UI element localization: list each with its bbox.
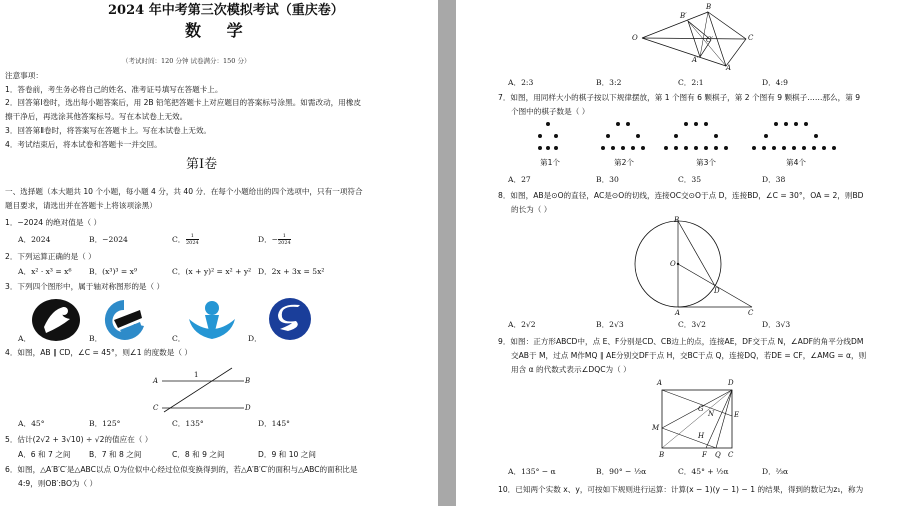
q6-option-b: B．3:2	[596, 78, 622, 87]
q10-stem: 10．已知两个实数 x、y，可按如下规则进行运算：计算(x − 1)(y − 1) − 1 的结果，得到的数记为z₁，称为	[498, 485, 864, 494]
pattern-4-dots	[752, 122, 836, 150]
q8-option-d: D．3√3	[762, 320, 791, 329]
fraction-numerator: 1	[186, 233, 199, 240]
q5-option-a: A．6 和 7 之间	[18, 450, 71, 459]
q9-stem-continued-2: 用含 α 的代数式表示∠DQC为（ ）	[511, 365, 631, 374]
q9-label-c: C	[728, 451, 734, 459]
q7-stem: 7．如图，用同样大小的棋子按以下规律摆放，第 1 个图有 6 颗棋子，第 2 个图有 9 颗棋子……那么，第 9	[498, 93, 861, 102]
q6-stem-continued: 4:9，则OB′:BO为（ ）	[18, 479, 98, 488]
pattern-3-dots	[664, 122, 728, 150]
q8-label-b: B	[674, 216, 680, 224]
q8-option-b: B．2√3	[596, 320, 624, 329]
q9-option-c: C．45° + ½α	[678, 467, 729, 476]
pattern-1-dots	[538, 122, 558, 150]
note-line: 2．回答第Ⅰ卷时，选出每小题答案后，用 2B 铅笔把答题卡上对应题目的答案标号涂黑。如需改动，用橡皮	[5, 98, 362, 107]
q6-option-c: C．2:1	[678, 78, 704, 87]
q7-pattern-figure	[536, 118, 866, 154]
q6-label-a-prime: A′	[692, 56, 699, 64]
q9-label-d: D	[728, 379, 734, 387]
q9-label-q: Q	[715, 451, 721, 459]
subject-title: 数 学	[185, 21, 253, 40]
fraction-numerator: 1	[278, 233, 291, 240]
q4-angle-1-label: 1	[194, 371, 199, 379]
q5-stem: 5．估计(2√2 + 3√10) ÷ √2的值应在（ ）	[5, 435, 153, 444]
q3-option-b: B．	[89, 334, 103, 343]
q7-caption-3: 第3个	[696, 158, 717, 167]
note-line: 擦干净后，再选涂其他答案标号。写在本试卷上无效。	[5, 112, 188, 121]
q9-label-b: B	[659, 451, 665, 459]
logo-c-icon	[185, 299, 239, 341]
note-line: 1．答卷前，考生务必将自己的姓名、准考证号填写在答题卡上。	[5, 85, 223, 94]
q9-label-m: M	[652, 424, 660, 432]
document-page-1	[0, 0, 438, 506]
q8-label-d: D	[714, 287, 720, 295]
section-intro: 题目要求，请选出并在答题卡上将该项涂黑）	[5, 201, 157, 210]
q8-label-c: C	[748, 309, 754, 317]
q4-option-b: B．125°	[89, 419, 121, 428]
q4-option-a: A．45°	[18, 419, 45, 428]
q9-label-e: E	[734, 411, 740, 419]
fraction-denominator: 2024	[186, 240, 199, 246]
logo-d-icon	[268, 297, 312, 341]
logo-b-icon	[100, 298, 146, 342]
q1-c-fraction	[186, 233, 199, 246]
q8-circle-figure	[626, 218, 766, 312]
q9-label-a: A	[657, 379, 663, 387]
q4-label-a: A	[153, 377, 159, 385]
q7-option-a: A．27	[508, 175, 531, 184]
q1-stem: 1．−2024 的绝对值是（ ）	[5, 218, 102, 227]
q4-option-c: C．135°	[172, 419, 204, 428]
q9-option-d: D．⅔α	[762, 467, 789, 476]
q9-label-n: N	[708, 410, 715, 418]
q2-option-b: B．(x³)³ = x⁹	[89, 267, 137, 276]
q7-caption-4: 第4个	[786, 158, 807, 167]
q8-label-o: O	[670, 260, 676, 268]
q4-label-c: C	[153, 404, 159, 412]
q7-option-b: B．30	[596, 175, 619, 184]
q4-stem: 4．如图，AB ∥ CD，∠C = 45°，则∠1 的度数是（ ）	[5, 348, 192, 357]
q1-option-a: A．2024	[18, 235, 51, 244]
q6-stem: 6．如图，△A′B′C′是△ABC以点 O为位似中心经过位似变换得到的，若△A′B′C′的面积与△ABC的面积比是	[5, 465, 358, 474]
q2-option-c: C．(x + y)² = x² + y²	[172, 267, 252, 276]
q9-option-a: A．135° − α	[508, 467, 556, 476]
q6-label-o: O	[632, 34, 638, 42]
q5-option-b: B．7 和 8 之间	[89, 450, 142, 459]
q7-option-c: C．35	[678, 175, 702, 184]
q1-option-d: D．−	[258, 235, 279, 244]
exam-title: 2024 年中考第三次模拟考试（重庆卷）	[108, 3, 344, 18]
fraction-denominator: 2024	[278, 240, 291, 246]
q5-option-d: D．9 和 10 之间	[258, 450, 316, 459]
q1-option-c: C．	[172, 235, 186, 244]
q8-option-a: A．2√2	[508, 320, 536, 329]
q9-label-g: G	[698, 405, 704, 413]
q1-d-fraction	[278, 233, 291, 246]
notes-heading: 注意事项：	[5, 71, 43, 80]
q2-stem: 2．下列运算正确的是（ ）	[5, 252, 96, 261]
q6-label-a: A	[726, 64, 732, 72]
q3-option-c: C．	[172, 334, 186, 343]
q3-stem: 3．下列四个图形中，属于轴对称图形的是（ ）	[5, 282, 165, 291]
document-page-2	[456, 0, 900, 506]
q8-stem: 8．如图，AB是⊙O的直径，AC是⊙O的切线，连接OC交⊙O于点 D，连接BD，∠C = 30°，OA = 2，则BD	[498, 191, 864, 200]
q7-option-d: D．38	[762, 175, 786, 184]
q4-parallel-lines-figure	[150, 364, 260, 416]
q5-option-c: C．8 和 9 之间	[172, 450, 225, 459]
note-line: 4．考试结束后，将本试卷和答题卡一并交回。	[5, 140, 162, 149]
logo-a-icon	[30, 297, 82, 343]
note-line: 3．回答第Ⅱ卷时，将答案写在答题卡上。写在本试卷上无效。	[5, 126, 212, 135]
pattern-2-dots	[601, 122, 645, 150]
q6-label-c-prime: C′	[706, 36, 713, 44]
q7-stem-continued: 个图中的棋子数是（ ）	[511, 107, 590, 116]
q7-caption-1: 第1个	[540, 158, 561, 167]
q2-option-d: D．2x + 3x = 5x²	[258, 267, 325, 276]
q6-option-d: D．4:9	[762, 78, 788, 87]
q9-option-b: B．90° − ½α	[596, 467, 647, 476]
q4-label-b: B	[245, 377, 251, 385]
q9-stem: 9．如图：正方形ABCD中，点 E、F分别是CD、CB边上的点，连接AE，DF交于点 N，∠ADF的角平分线DM	[498, 337, 864, 346]
exam-info: （考试时间：120 分钟 试卷满分：150 分）	[122, 57, 251, 65]
q6-label-b: B	[706, 3, 712, 11]
q8-stem-continued: 的长为（ ）	[511, 205, 552, 214]
q6-label-b-prime: B′	[680, 12, 687, 20]
q7-caption-2: 第2个	[614, 158, 635, 167]
q9-label-h: H	[698, 432, 705, 440]
q6-label-c: C	[748, 34, 754, 42]
q2-option-a: A．x² · x³ = x⁶	[18, 267, 72, 276]
q3-option-d: D．	[248, 334, 262, 343]
q8-label-a: A	[675, 309, 681, 317]
section-intro: 一、选择题（本大题共 10 个小题，每小题 4 分，共 40 分．在每个小题给出的四个选项中，只有一项符合	[5, 187, 363, 196]
section-title: 第Ⅰ卷	[186, 157, 218, 172]
q1-option-b: B．−2024	[89, 235, 128, 244]
q9-stem-continued: 交AB于 M，过点 M作MQ ∥ AE分别交DF于点 H，交BC于点 Q，连接DQ，若DE = CF，∠AMG = α，则	[511, 351, 867, 360]
q9-square-figure	[660, 388, 740, 452]
q3-option-a: A．	[18, 334, 32, 343]
q4-option-d: D．145°	[258, 419, 290, 428]
q9-label-f: F	[702, 451, 707, 459]
q6-option-a: A．2:3	[508, 78, 534, 87]
q8-option-c: C．3√2	[678, 320, 706, 329]
q4-label-d: D	[245, 404, 251, 412]
